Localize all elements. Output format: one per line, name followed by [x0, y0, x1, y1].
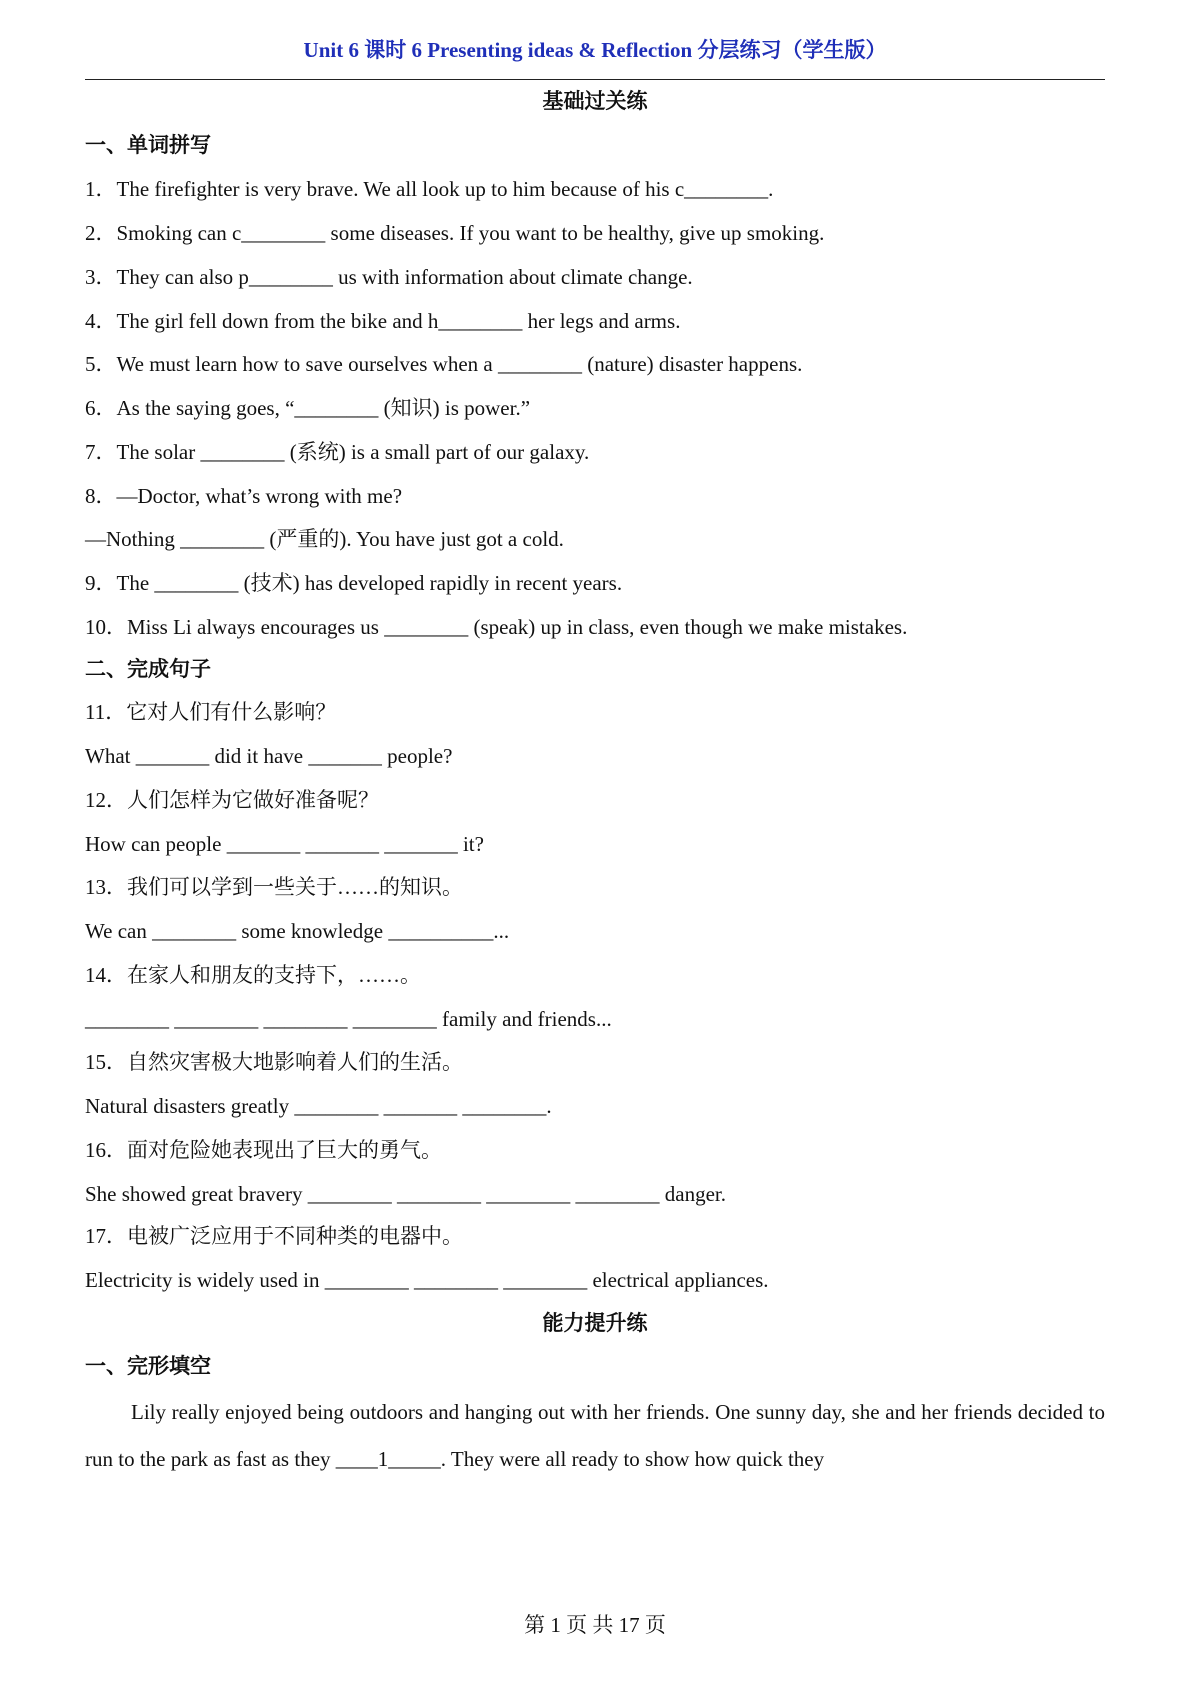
exercise-line: 3．They can also p________ us with information about climate change. — [85, 265, 693, 289]
exercise-line: How can people _______ _______ _______ it? — [85, 832, 484, 856]
cloze-passage: Lily really enjoyed being outdoors and hanging out with her friends. One sunny day, she and her friends decided to run to the park as fast as they ____1_____. They were all ready to show how quick they — [85, 1400, 1105, 1471]
section-heading: 二、完成句子 — [85, 657, 211, 681]
exercise-line: 5．We must learn how to save ourselves when a ________ (nature) disaster happens. — [85, 352, 803, 376]
exercise-line: —Nothing ________ (严重的). You have just got a cold. — [85, 527, 564, 551]
section-title: 能力提升练 — [542, 1311, 648, 1335]
exercise-line: 4．The girl fell down from the bike and h________ her legs and arms. — [85, 309, 681, 333]
exercise-line: 11．它对人们有什么影响？ — [85, 700, 337, 724]
exercise-line: 6．As the saying goes, “________ (知识) is power.” — [85, 396, 531, 420]
section-heading: 一、完形填空 — [85, 1354, 211, 1378]
exercise-line: 14．在家人和朋友的支持下，……。 — [85, 963, 421, 987]
page-number: 第 1 页 共 17 页 — [524, 1613, 666, 1637]
section-title: 基础过关练 — [542, 89, 648, 113]
exercise-line: 1．The firefighter is very brave. We all look up to him because of his c________. — [85, 177, 774, 201]
document-title: Unit 6 课时 6 Presenting ideas & Reflection 分层练习（学生版） — [303, 38, 887, 62]
exercise-line: 8．—Doctor, what’s wrong with me? — [85, 484, 403, 508]
exercise-line: 12．人们怎样为它做好准备呢？ — [85, 788, 379, 812]
exercise-line: She showed great bravery ________ ________ ________ ________ danger. — [85, 1182, 726, 1206]
exercise-line: 7．The solar ________ (系统) is a small part of our galaxy. — [85, 440, 590, 464]
header-divider — [85, 79, 1105, 80]
exercise-line: 15．自然灾害极大地影响着人们的生活。 — [85, 1050, 463, 1074]
exercise-line: What _______ did it have _______ people? — [85, 744, 453, 768]
exercise-line: 10．Miss Li always encourages us ________ (speak) up in class, even though we make mistakes. — [85, 615, 908, 639]
exercise-line: 13．我们可以学到一些关于……的知识。 — [85, 875, 463, 899]
exercise-line: Electricity is widely used in ________ ________ ________ electrical appliances. — [85, 1268, 769, 1292]
exercise-line: 16．面对危险她表现出了巨大的勇气。 — [85, 1138, 442, 1162]
exercise-line: 9．The ________ (技术) has developed rapidly in recent years. — [85, 571, 623, 595]
section-heading: 一、单词拼写 — [85, 133, 211, 157]
exercise-line: 2．Smoking can c________ some diseases. If you want to be healthy, give up smoking. — [85, 221, 825, 245]
exercise-line: ________ ________ ________ ________ family and friends... — [85, 1007, 612, 1031]
exercise-line: We can ________ some knowledge __________... — [85, 919, 510, 943]
exercise-line: Natural disasters greatly ________ _______ ________. — [85, 1094, 552, 1118]
exercise-line: 17．电被广泛应用于不同种类的电器中。 — [85, 1224, 463, 1248]
